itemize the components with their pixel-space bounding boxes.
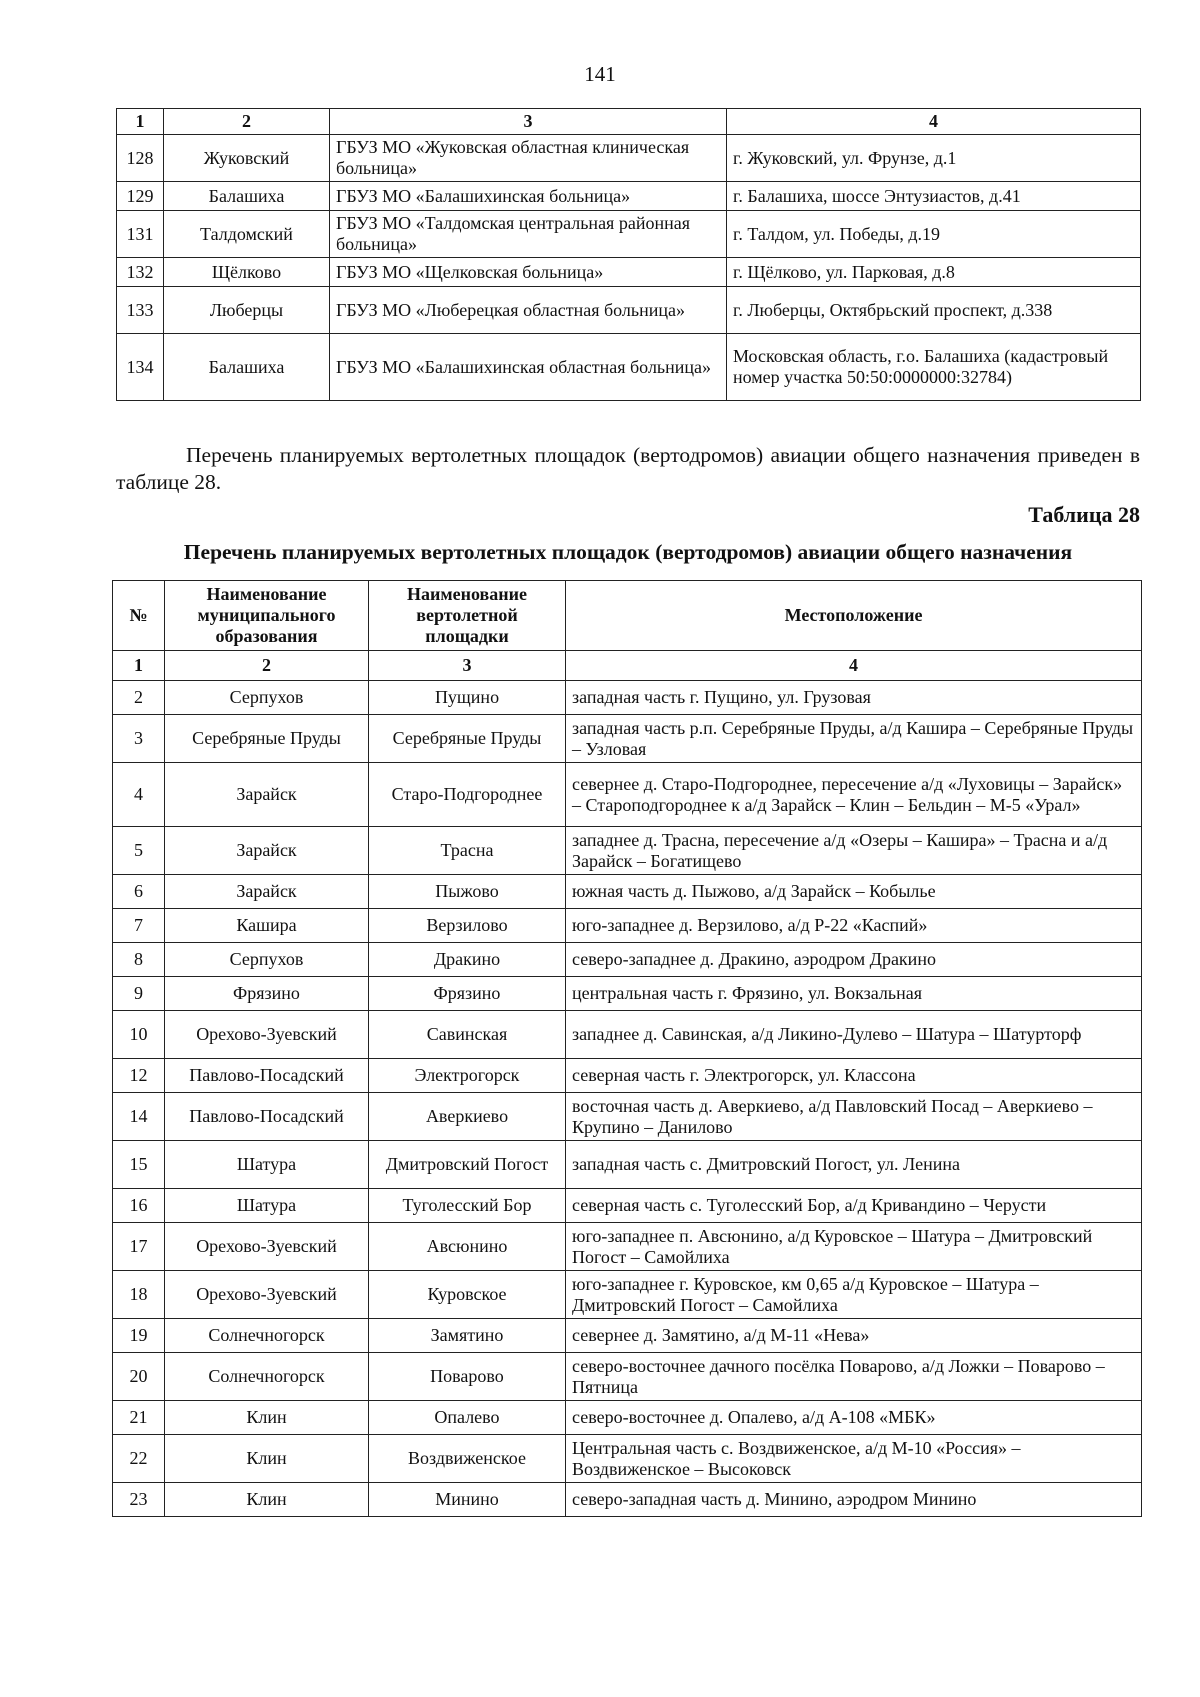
column-header-helipad: Наименование вертолетной площадки (369, 581, 566, 651)
helipad-cell: Серебряные Пруды (369, 715, 566, 763)
location-cell: юго-западнее г. Куровское, км 0,65 а/д Куровское – Шатура – Дмитровский Погост – Самойлиха (566, 1271, 1142, 1319)
municipality-cell: Балашиха (164, 182, 330, 211)
municipality-cell: Балашиха (164, 334, 330, 401)
column-header-location: Местоположение (566, 581, 1142, 651)
municipality-cell: Серебряные Пруды (165, 715, 369, 763)
column-header: 2 (164, 109, 330, 135)
helipad-cell: Пыжово (369, 875, 566, 909)
row-number: 128 (117, 135, 164, 182)
column-header-municipality: Наименование муниципального образования (165, 581, 369, 651)
table-row (113, 681, 1142, 715)
helipad-cell: Электрогорск (369, 1059, 566, 1093)
address-cell: г. Щёлково, ул. Парковая, д.8 (727, 258, 1141, 287)
location-cell: северо-восточнее д. Опалево, а/д А-108 «МБК» (566, 1401, 1142, 1435)
location-cell: севернее д. Старо-Подгороднее, пересечение а/д «Луховицы – Зарайск» – Староподгороднее к а/д Зарайск – Клин – Бельдин – М-5 «Урал» (566, 763, 1142, 827)
table-row (113, 1353, 1142, 1401)
location-cell: центральная часть г. Фрязино, ул. Вокзальная (566, 977, 1142, 1011)
municipality-cell: Шатура (165, 1141, 369, 1189)
helipad-cell: Опалево (369, 1401, 566, 1435)
institution-cell: ГБУЗ МО «Балашихинская областная больница» (330, 334, 727, 401)
location-cell: Центральная часть с. Воздвиженское, а/д М-10 «Россия» – Воздвиженское – Высоковск (566, 1435, 1142, 1483)
table-row (113, 715, 1142, 763)
municipality-cell: Люберцы (164, 287, 330, 334)
address-cell: г. Балашиха, шоссе Энтузиастов, д.41 (727, 182, 1141, 211)
table-row (117, 182, 1141, 211)
row-number: 7 (113, 909, 165, 943)
municipality-cell: Зарайск (165, 875, 369, 909)
table-title: Перечень планируемых вертолетных площадок (вертодромов) авиации общего назначения (183, 540, 1073, 564)
row-number: 2 (113, 681, 165, 715)
municipality-cell: Клин (165, 1435, 369, 1483)
row-number: 18 (113, 1271, 165, 1319)
row-number: 15 (113, 1141, 165, 1189)
municipality-cell: Солнечногорск (165, 1353, 369, 1401)
municipality-cell: Павлово-Посадский (165, 1093, 369, 1141)
location-cell: западная часть г. Пущино, ул. Грузовая (566, 681, 1142, 715)
table-row (113, 1189, 1142, 1223)
table-row (113, 1093, 1142, 1141)
helipad-cell: Верзилово (369, 909, 566, 943)
institution-cell: ГБУЗ МО «Жуковская областная клиническая больница» (330, 135, 727, 182)
row-number: 6 (113, 875, 165, 909)
table-row (113, 1401, 1142, 1435)
location-cell: северо-западнее д. Дракино, аэродром Дракино (566, 943, 1142, 977)
row-number: 133 (117, 287, 164, 334)
hospital-table (116, 108, 1141, 401)
column-header: 4 (727, 109, 1141, 135)
helipad-cell: Замятино (369, 1319, 566, 1353)
table-row (117, 334, 1141, 401)
location-cell: западная часть р.п. Серебряные Пруды, а/д Кашира – Серебряные Пруды – Узловая (566, 715, 1142, 763)
helipad-cell: Дмитровский Погост (369, 1141, 566, 1189)
location-cell: юго-западнее п. Авсюнино, а/д Куровское – Шатура – Дмитровский Погост – Самойлиха (566, 1223, 1142, 1271)
table-row (113, 875, 1142, 909)
table-row (113, 1483, 1142, 1517)
helipad-cell: Воздвиженское (369, 1435, 566, 1483)
municipality-cell: Солнечногорск (165, 1319, 369, 1353)
row-number: 22 (113, 1435, 165, 1483)
location-cell: западная часть с. Дмитровский Погост, ул. Ленина (566, 1141, 1142, 1189)
row-number: 12 (113, 1059, 165, 1093)
index-cell: 2 (165, 651, 369, 681)
municipality-cell: Зарайск (165, 827, 369, 875)
address-cell: г. Жуковский, ул. Фрунзе, д.1 (727, 135, 1141, 182)
helipad-cell: Куровское (369, 1271, 566, 1319)
institution-cell: ГБУЗ МО «Балашихинская больница» (330, 182, 727, 211)
table-row (113, 909, 1142, 943)
table-row (117, 287, 1141, 334)
row-number: 3 (113, 715, 165, 763)
helipad-cell: Старо-Подгороднее (369, 763, 566, 827)
helipad-cell: Аверкиево (369, 1093, 566, 1141)
row-number: 23 (113, 1483, 165, 1517)
row-number: 9 (113, 977, 165, 1011)
helipad-cell: Фрязино (369, 977, 566, 1011)
municipality-cell: Шатура (165, 1189, 369, 1223)
helipad-table (112, 580, 1142, 1517)
address-cell: Московская область, г.о. Балашиха (кадастровый номер участка 50:50:0000000:32784) (727, 334, 1141, 401)
location-cell: южная часть д. Пыжово, а/д Зарайск – Кобылье (566, 875, 1142, 909)
table-row (113, 1271, 1142, 1319)
municipality-cell: Орехово-Зуевский (165, 1011, 369, 1059)
index-cell: 3 (369, 651, 566, 681)
table-row (113, 763, 1142, 827)
page-number: 141 (584, 62, 616, 86)
helipad-cell: Туголесский Бор (369, 1189, 566, 1223)
table-label: Таблица 28 (1028, 502, 1140, 527)
municipality-cell: Орехово-Зуевский (165, 1223, 369, 1271)
helipad-cell: Пущино (369, 681, 566, 715)
municipality-cell: Клин (165, 1483, 369, 1517)
institution-cell: ГБУЗ МО «Щелковская больница» (330, 258, 727, 287)
municipality-cell: Серпухов (165, 681, 369, 715)
table-row (117, 258, 1141, 287)
helipad-cell: Савинская (369, 1011, 566, 1059)
municipality-cell: Щёлково (164, 258, 330, 287)
row-number: 129 (117, 182, 164, 211)
location-cell: юго-западнее д. Верзилово, а/д Р-22 «Каспий» (566, 909, 1142, 943)
location-cell: западнее д. Трасна, пересечение а/д «Озеры – Кашира» – Трасна и а/д Зарайск – Богатищево (566, 827, 1142, 875)
row-number: 17 (113, 1223, 165, 1271)
table-row (113, 1141, 1142, 1189)
row-number: 132 (117, 258, 164, 287)
index-cell: 1 (113, 651, 165, 681)
location-cell: северная часть г. Электрогорск, ул. Классона (566, 1059, 1142, 1093)
table-row (113, 1011, 1142, 1059)
helipad-cell: Авсюнино (369, 1223, 566, 1271)
row-number: 19 (113, 1319, 165, 1353)
municipality-cell: Орехово-Зуевский (165, 1271, 369, 1319)
row-number: 21 (113, 1401, 165, 1435)
table-row (113, 977, 1142, 1011)
intro-paragraph: Перечень планируемых вертолетных площадок (вертодромов) авиации общего назначения приведен в таблице 28. (116, 443, 1140, 494)
column-header: 1 (117, 109, 164, 135)
municipality-cell: Павлово-Посадский (165, 1059, 369, 1093)
table-row (113, 827, 1142, 875)
table-row (113, 1223, 1142, 1271)
table-row (117, 135, 1141, 182)
municipality-cell: Серпухов (165, 943, 369, 977)
location-cell: северо-западная часть д. Минино, аэродром Минино (566, 1483, 1142, 1517)
row-number: 134 (117, 334, 164, 401)
column-header: 3 (330, 109, 727, 135)
index-cell: 4 (566, 651, 1142, 681)
address-cell: г. Талдом, ул. Победы, д.19 (727, 211, 1141, 258)
municipality-cell: Кашира (165, 909, 369, 943)
row-number: 10 (113, 1011, 165, 1059)
table-row (117, 211, 1141, 258)
institution-cell: ГБУЗ МО «Люберецкая областная больница» (330, 287, 727, 334)
helipad-cell: Дракино (369, 943, 566, 977)
table-row (113, 1059, 1142, 1093)
institution-cell: ГБУЗ МО «Талдомская центральная районная больница» (330, 211, 727, 258)
location-cell: севернее д. Замятино, а/д М-11 «Нева» (566, 1319, 1142, 1353)
municipality-cell: Талдомский (164, 211, 330, 258)
column-header-no: № (113, 581, 165, 651)
location-cell: северная часть с. Туголесский Бор, а/д Кривандино – Черусти (566, 1189, 1142, 1223)
address-cell: г. Люберцы, Октябрьский проспект, д.338 (727, 287, 1141, 334)
row-number: 4 (113, 763, 165, 827)
row-number: 20 (113, 1353, 165, 1401)
municipality-cell: Зарайск (165, 763, 369, 827)
table-row (113, 1319, 1142, 1353)
helipad-cell: Поварово (369, 1353, 566, 1401)
table-row (113, 1435, 1142, 1483)
location-cell: западнее д. Савинская, а/д Ликино-Дулево – Шатура – Шатурторф (566, 1011, 1142, 1059)
table-row (113, 943, 1142, 977)
location-cell: восточная часть д. Аверкиево, а/д Павловский Посад – Аверкиево – Крупино – Данилово (566, 1093, 1142, 1141)
row-number: 16 (113, 1189, 165, 1223)
row-number: 5 (113, 827, 165, 875)
row-number: 14 (113, 1093, 165, 1141)
municipality-cell: Жуковский (164, 135, 330, 182)
row-number: 8 (113, 943, 165, 977)
row-number: 131 (117, 211, 164, 258)
municipality-cell: Клин (165, 1401, 369, 1435)
municipality-cell: Фрязино (165, 977, 369, 1011)
helipad-cell: Минино (369, 1483, 566, 1517)
location-cell: северо-восточнее дачного посёлка Поварово, а/д Ложки – Поварово – Пятница (566, 1353, 1142, 1401)
helipad-cell: Трасна (369, 827, 566, 875)
